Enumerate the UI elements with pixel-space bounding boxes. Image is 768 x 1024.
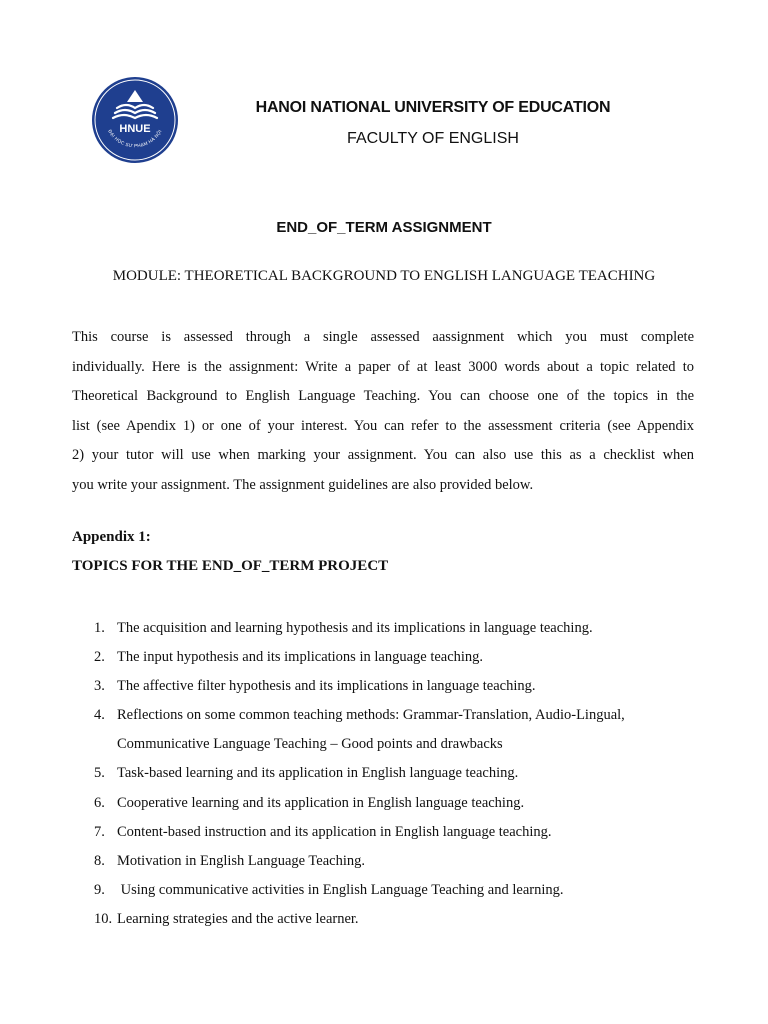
logo-text: HNUE — [119, 123, 151, 135]
document-title: END_OF_TERM ASSIGNMENT — [276, 219, 492, 236]
list-item — [72, 759, 712, 788]
intro-line: This course is assessed through a single assessed aassignment which you must complete — [72, 329, 694, 345]
list-item — [72, 905, 712, 934]
list-item-text: Task-based learning and its application in English language teaching. — [117, 765, 519, 782]
appendix-label: Appendix 1: — [72, 529, 151, 545]
list-item-text: Communicative Language Teaching – Good points and drawbacks — [117, 736, 503, 753]
list-item — [72, 818, 712, 847]
university-name: HANOI NATIONAL UNIVERSITY OF EDUCATION — [255, 99, 611, 116]
topics-list — [72, 614, 712, 934]
list-item-number: 4. — [94, 707, 105, 724]
list-item-text: Cooperative learning and its application in English language teaching. — [117, 794, 525, 811]
list-item-text: Motivation in English Language Teaching. — [117, 852, 365, 869]
list-item-text: The acquisition and learning hypothesis and its implications in language teaching. — [117, 620, 593, 636]
list-item-text: Reflections on some common teaching methods: Grammar-Translation, Audio-Lingual, — [117, 707, 625, 724]
list-item-text: The input hypothesis and its implications in language teaching. — [117, 649, 484, 666]
list-item — [72, 789, 712, 818]
intro-line: list (see Apendix 1) or one of your interest. You can refer to the assessment criteria (see Appendix — [72, 417, 694, 434]
list-item — [72, 701, 712, 730]
intro-paragraph — [72, 323, 694, 501]
module-title: MODULE: THEORETICAL BACKGROUND TO ENGLISH LANGUAGE TEACHING — [112, 268, 656, 284]
list-item — [72, 847, 712, 876]
intro-line: Theoretical Background to English Language Teaching. You can choose one of the topics in the — [72, 388, 694, 405]
topics-heading: TOPICS FOR THE END_OF_TERM PROJECT — [72, 558, 389, 574]
list-item-continuation — [72, 730, 712, 759]
list-item-text: The affective filter hypothesis and its implications in language teaching. — [117, 678, 536, 695]
list-item-text: Using communicative activities in English Language Teaching and learning. — [117, 881, 564, 898]
list-item-text: Learning strategies and the active learner. — [117, 910, 359, 927]
faculty-name: FACULTY OF ENGLISH — [347, 130, 519, 147]
list-item-number: 10. — [94, 910, 113, 927]
list-item — [72, 876, 712, 905]
list-item-text: Content-based instruction and its application in English language teaching. — [117, 823, 552, 840]
hnue-logo — [91, 76, 179, 164]
list-item — [72, 614, 712, 643]
list-item-number: 7. — [94, 823, 105, 840]
list-item-number: 9. — [94, 881, 105, 898]
list-item — [72, 672, 712, 701]
list-item-number: 6. — [94, 794, 105, 811]
logo-arc-text: ĐẠI HỌC SƯ PHẠM HÀ NỘI — [107, 128, 163, 149]
list-item — [72, 643, 712, 672]
list-item-number: 5. — [94, 765, 105, 782]
list-item-number: 3. — [94, 678, 105, 695]
list-item-number: 2. — [94, 649, 105, 666]
intro-line: individually. Here is the assignment: Write a paper of at least 3000 words about a topic related to — [72, 358, 694, 375]
intro-line: you write your assignment. The assignment guidelines are also provided below. — [72, 476, 534, 493]
list-item-number: 1. — [94, 620, 105, 636]
list-item-number: 8. — [94, 852, 105, 869]
intro-line: 2) your tutor will use when marking your assignment. You can also use this as a checklist when — [72, 447, 694, 464]
